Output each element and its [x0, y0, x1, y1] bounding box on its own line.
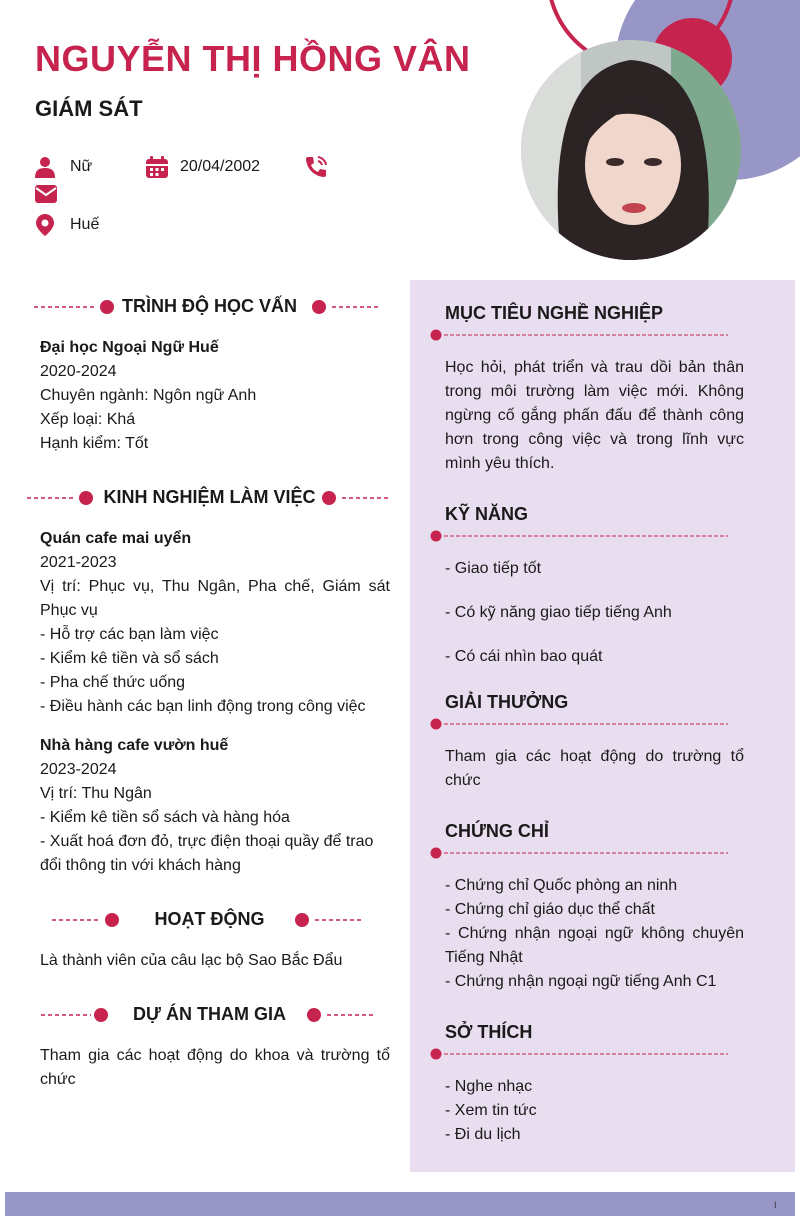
job-duty: - Kiểm kê tiền và sổ sách: [40, 650, 219, 667]
heading-decoration-right: [294, 913, 384, 927]
footer-bar: [5, 1192, 795, 1216]
education-years: 2020-2024: [40, 363, 117, 380]
page-mark: I: [774, 1200, 777, 1210]
section-title: TRÌNH ĐỘ HỌC VẤN: [122, 296, 297, 316]
profile-photo: [521, 40, 741, 260]
email-icon: [34, 182, 58, 206]
candidate-name: NGUYỄN THỊ HỒNG VÂN: [35, 38, 471, 79]
heading-underline: [430, 530, 730, 542]
section-heading-experience: [22, 485, 397, 511]
certificate-item: - Chứng nhận ngoại ngữ tiếng Anh C1: [445, 973, 717, 990]
education-major: Chuyên ngành: Ngôn ngữ Anh: [40, 387, 257, 404]
hobby-item: - Đi du lịch: [445, 1126, 521, 1143]
section-heading-skills: KỸ NĂNG: [445, 504, 529, 524]
projects-text: Tham gia các hoạt động do khoa và trường tổ chức: [40, 1047, 390, 1088]
certificates-list: [445, 874, 744, 994]
activities-text: Là thành viên của câu lạc bộ Sao Bắc Đẩu: [40, 952, 343, 969]
job-position: Vị trí: Thu Ngân: [40, 785, 152, 802]
experience-job-1: [40, 527, 390, 719]
company-name: Nhà hàng cafe vườn huế: [40, 737, 229, 754]
section-title: HOẠT ĐỘNG: [154, 909, 265, 929]
job-duty: - Hỗ trợ các bạn làm việc: [40, 626, 219, 643]
hobby-item: - Nghe nhạc: [445, 1078, 533, 1095]
certificate-item: - Chứng nhận ngoại ngữ không chuyên Tiếng Nhật: [445, 925, 744, 966]
section-heading-hobbies: SỞ THÍCH: [445, 1022, 533, 1042]
awards-text: Tham gia các hoạt động do trường tổ chức: [445, 748, 744, 789]
location-icon: [33, 213, 57, 237]
section-heading-objective: MỤC TIÊU NGHỀ NGHIỆP: [445, 303, 664, 323]
job-years: 2023-2024: [40, 761, 117, 778]
heading-decoration-right: [321, 491, 411, 505]
job-duty: - Điều hành các bạn linh động trong công việc: [40, 698, 366, 715]
gender-value: Nữ: [70, 158, 93, 175]
experience-job-2: [40, 734, 390, 878]
section-heading-activities: [22, 907, 397, 933]
user-icon: [33, 155, 57, 179]
certificate-item: - Chứng chỉ Quốc phòng an ninh: [445, 877, 678, 894]
education-grade: Xếp loại: Khá: [40, 411, 136, 428]
job-duty: - Xuất hoá đơn đỏ, trực điện thoại quầy để trao đổi thông tin với khách hàng: [40, 833, 374, 874]
education-block: [40, 336, 390, 456]
education-conduct: Hạnh kiểm: Tốt: [40, 435, 149, 452]
job-title: GIÁM SÁT: [35, 96, 143, 121]
hobbies-list: [445, 1075, 744, 1147]
section-title: KINH NGHIỆM LÀM VIỆC: [103, 487, 316, 507]
heading-underline: [430, 847, 730, 859]
job-duty: - Pha chế thức uống: [40, 674, 186, 691]
section-heading-certificates: CHỨNG CHỈ: [445, 821, 549, 841]
location-value: Huế: [70, 216, 100, 233]
skill-item: - Có kỹ năng giao tiếp tiếng Anh: [445, 604, 672, 621]
company-name: Quán cafe mai uyển: [40, 530, 192, 547]
heading-decoration-right: [310, 300, 400, 314]
skill-item: - Giao tiếp tốt: [445, 560, 542, 577]
birthdate-value: 20/04/2002: [180, 158, 261, 175]
job-duty: - Kiểm kê tiền sổ sách và hàng hóa: [40, 809, 290, 826]
heading-underline: [430, 1048, 730, 1060]
heading-underline: [430, 718, 730, 730]
section-title: DỰ ÁN THAM GIA: [133, 1004, 286, 1024]
hobby-item: - Xem tin tức: [445, 1102, 537, 1119]
section-heading-projects: [22, 1002, 397, 1028]
phone-icon: [304, 155, 328, 179]
job-years: 2021-2023: [40, 554, 117, 571]
heading-underline: [430, 329, 730, 341]
calendar-icon: [145, 155, 169, 179]
section-heading-awards: GIẢI THƯỞNG: [445, 692, 569, 712]
section-heading-education: [22, 294, 397, 320]
job-position: Vị trí: Phục vụ, Thu Ngân, Pha chế, Giám sát Phục vụ: [40, 578, 390, 619]
objective-text: Học hỏi, phát triển và trau dồi bản thân trong môi trường làm việc mới. Không ngừng cố gắng phấn đấu để thành công hơn trong công việc và trong lĩnh vực mình yêu thích.: [445, 359, 744, 472]
skill-item: - Có cái nhìn bao quát: [445, 648, 603, 665]
heading-decoration-right: [306, 1008, 396, 1022]
certificate-item: - Chứng chỉ giáo dục thể chất: [445, 901, 655, 918]
school-name: Đại học Ngoại Ngữ Huế: [40, 339, 219, 356]
